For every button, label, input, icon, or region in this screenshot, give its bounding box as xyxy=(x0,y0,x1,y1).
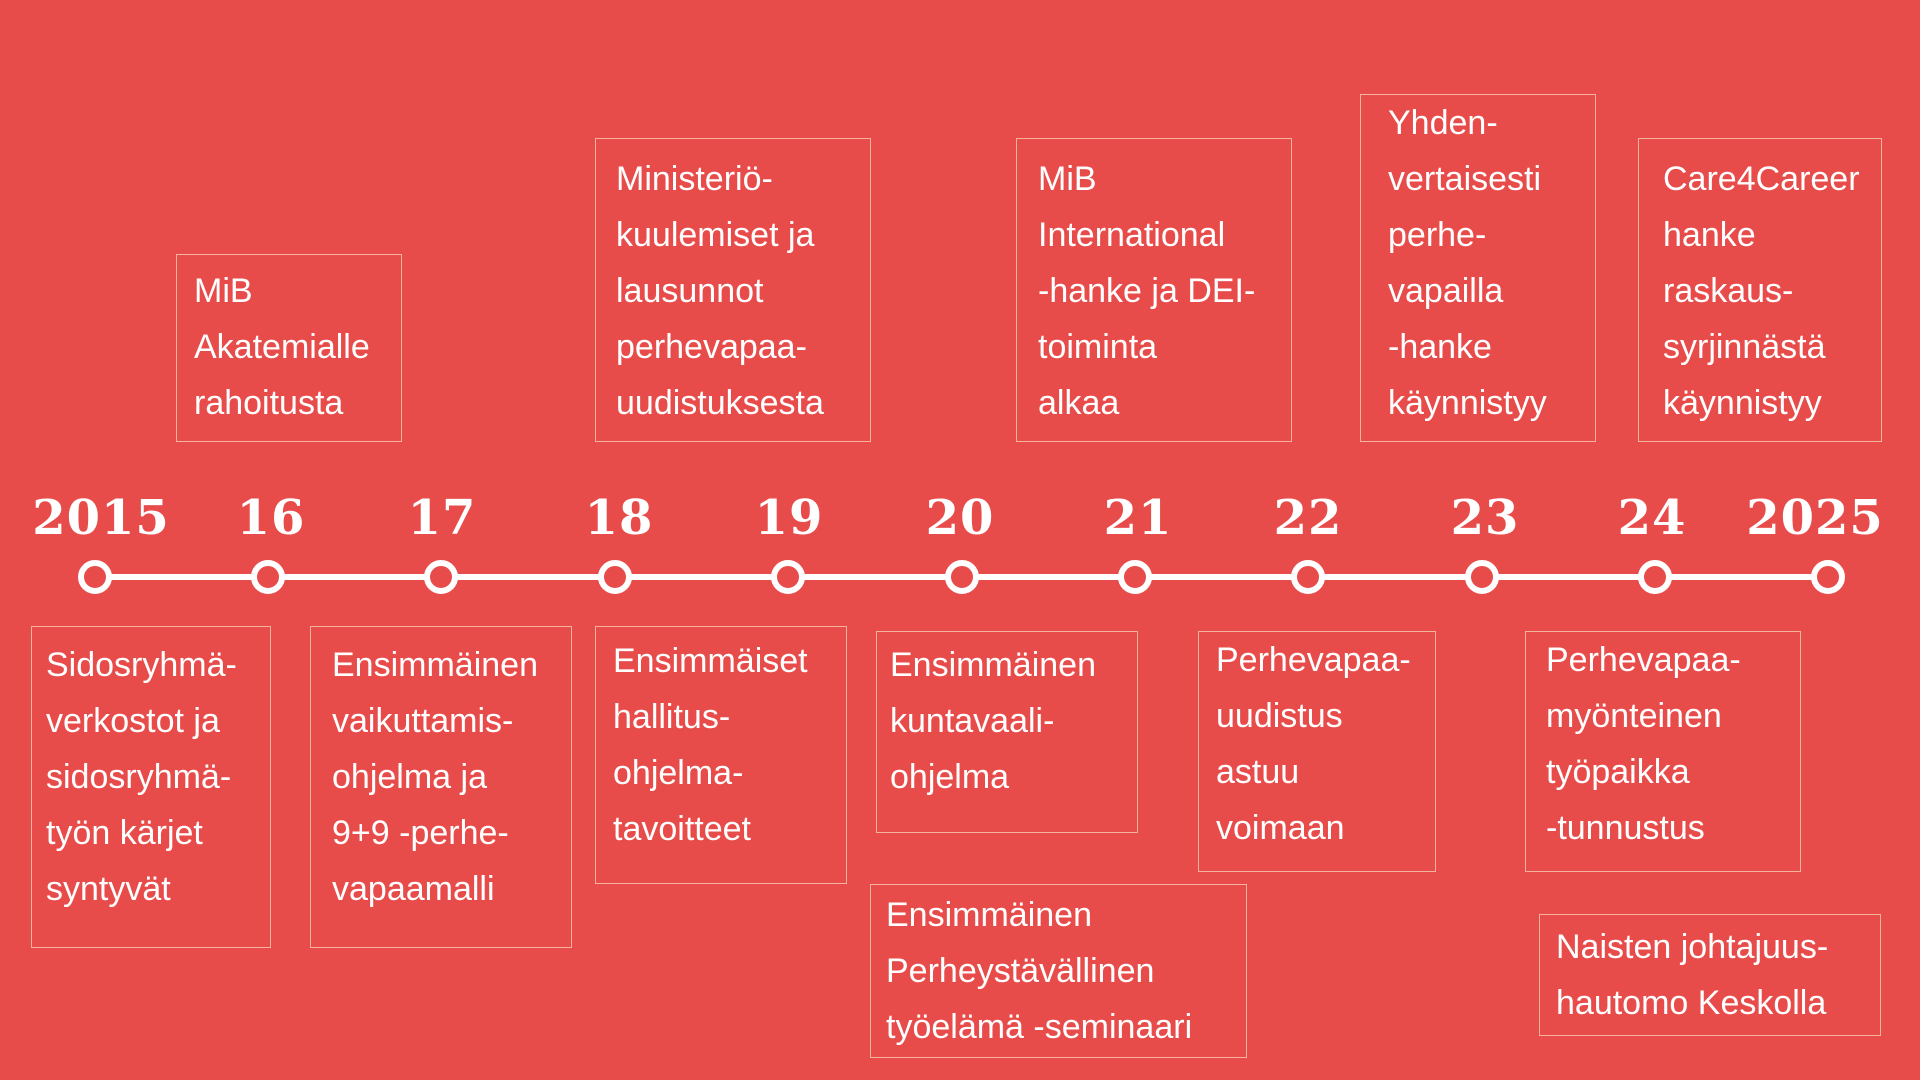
timeline-marker xyxy=(1291,560,1325,594)
event-box-below: Perhevapaa- myönteinen työpaikka -tunnustus xyxy=(1525,631,1801,872)
timeline-marker xyxy=(78,560,112,594)
year-label: 20 xyxy=(925,490,995,546)
event-box-below: Ensimmäinen vaikuttamis- ohjelma ja 9+9 -perhe- vapaamalli xyxy=(310,626,572,948)
event-box-above: MiB Akatemialle rahoitusta xyxy=(176,254,402,442)
timeline-marker xyxy=(945,560,979,594)
year-label: 23 xyxy=(1450,490,1520,546)
year-label: 2025 xyxy=(1746,490,1884,546)
timeline-marker xyxy=(251,560,285,594)
timeline-marker xyxy=(1638,560,1672,594)
event-box-above: Ministeriö- kuulemiset ja lausunnot perhevapaa- uudistuksesta xyxy=(595,138,871,442)
timeline-marker xyxy=(598,560,632,594)
year-label: 22 xyxy=(1273,490,1343,546)
timeline-marker xyxy=(771,560,805,594)
year-label: 19 xyxy=(754,490,824,546)
year-label: 17 xyxy=(407,490,477,546)
event-box-above: Yhden- vertaisesti perhe- vapailla -hanke käynnistyy xyxy=(1360,94,1596,442)
timeline-marker xyxy=(424,560,458,594)
year-label: 24 xyxy=(1617,490,1687,546)
year-label: 18 xyxy=(584,490,654,546)
year-label: 21 xyxy=(1103,490,1173,546)
event-box-above: Care4Career hanke raskaus- syrjinnästä käynnistyy xyxy=(1638,138,1882,442)
event-box-below: Ensimmäiset hallitus- ohjelma- tavoitteet xyxy=(595,626,847,884)
event-box-below: Perhevapaa- uudistus astuu voimaan xyxy=(1198,631,1436,872)
event-box-below: Naisten johtajuus- hautomo Keskolla xyxy=(1539,914,1881,1036)
event-box-below: Sidosryhmä- verkostot ja sidosryhmä- työn kärjet syntyvät xyxy=(31,626,271,948)
year-label: 2015 xyxy=(32,490,170,546)
timeline-marker xyxy=(1811,560,1845,594)
year-label: 16 xyxy=(236,490,306,546)
timeline-marker xyxy=(1465,560,1499,594)
event-box-above: MiB International -hanke ja DEI- toiminta alkaa xyxy=(1016,138,1292,442)
timeline-marker xyxy=(1118,560,1152,594)
event-box-below: Ensimmäinen Perheystävällinen työelämä -seminaari xyxy=(870,884,1247,1058)
event-box-below: Ensimmäinen kuntavaali- ohjelma xyxy=(876,631,1138,833)
